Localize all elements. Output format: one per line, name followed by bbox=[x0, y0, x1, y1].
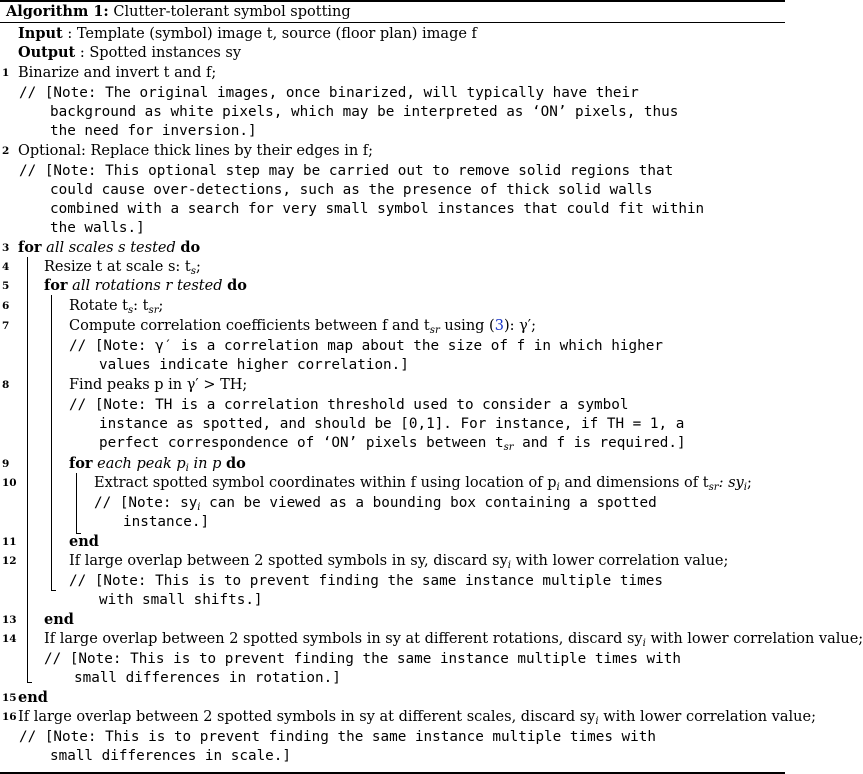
line-number: 4 bbox=[2, 261, 10, 273]
keyword-end: end bbox=[69, 533, 99, 550]
line-number: 6 bbox=[2, 300, 10, 312]
line-number: 15 bbox=[2, 692, 17, 704]
scope-hook bbox=[51, 590, 56, 591]
keyword-for: for bbox=[44, 277, 68, 294]
comment-marker: // bbox=[19, 729, 45, 745]
step-14-tail: with lower correlation value; bbox=[645, 631, 863, 647]
output-label: Output bbox=[18, 44, 76, 61]
step-4: Resize t at scale s: $t_s$; bbox=[44, 259, 201, 277]
subscript: sr bbox=[429, 325, 440, 336]
comment-marker: // bbox=[19, 85, 45, 101]
step-2: Optional: Replace thick lines by their edges in f; bbox=[18, 143, 374, 159]
subscript: sr bbox=[148, 305, 159, 316]
subscript: i bbox=[556, 482, 560, 493]
step-7-tail: ): γ′; bbox=[503, 318, 536, 334]
comment-10 bbox=[94, 494, 657, 512]
comment-12-cont: with small shifts.] bbox=[99, 592, 263, 608]
step-10: Extract spotted symbol coordinates within f using location of $p_i$ and dimensions of $t_{sr}$: $sy_i$; bbox=[94, 475, 752, 493]
loop-condition: each peak p bbox=[97, 456, 186, 472]
scope-bar bbox=[76, 473, 77, 533]
keyword-do: do bbox=[226, 455, 246, 472]
top-rule bbox=[0, 0, 785, 2]
step-10-text: Extract spotted symbol coordinates within f using location of p bbox=[94, 475, 557, 491]
step-10-tail: : sy bbox=[718, 475, 744, 491]
step-10-mid: and dimensions of t bbox=[559, 475, 709, 491]
step-12-tail: with lower correlation value; bbox=[511, 553, 729, 569]
title-rule bbox=[0, 22, 785, 23]
step-6-text: Rotate t bbox=[69, 298, 128, 314]
input-label: Input bbox=[18, 25, 63, 42]
comment-7 bbox=[69, 337, 663, 355]
subscript: sr bbox=[503, 442, 514, 453]
step-8: Find peaks p in γ′ > TH; bbox=[69, 377, 248, 393]
comment-marker: // bbox=[69, 338, 95, 354]
comment-text: can be viewed as a bounding box containing a spotted bbox=[200, 495, 657, 511]
loop-condition: all scales s tested bbox=[46, 240, 176, 256]
comment-text: [Note: This is to prevent finding the same instance multiple times with bbox=[44, 729, 656, 745]
step-7-using: using ( bbox=[439, 318, 495, 334]
subscript: i bbox=[197, 502, 201, 513]
subscript: s bbox=[127, 305, 134, 316]
comment-14-cont: small differences in rotation.] bbox=[74, 670, 341, 686]
bottom-rule bbox=[0, 772, 785, 774]
step-5 bbox=[44, 277, 247, 295]
loop-condition-tail: in p bbox=[188, 456, 222, 472]
comment-text: [Note: This is to prevent finding the same instance multiple times with bbox=[69, 651, 681, 667]
comment-marker: // bbox=[94, 495, 120, 511]
line-number: 16 bbox=[2, 711, 17, 723]
algorithm-name: Clutter-tolerant symbol spotting bbox=[113, 4, 351, 20]
input-text: : Template (symbol) image t, source (floor plan) image f bbox=[67, 26, 477, 42]
scope-bar bbox=[27, 257, 28, 682]
comment-12 bbox=[69, 572, 663, 590]
comment-marker: // bbox=[19, 163, 45, 179]
keyword-end: end bbox=[44, 611, 74, 628]
subscript: i bbox=[507, 560, 512, 571]
step-9 bbox=[69, 455, 246, 473]
step-16-text: If large overlap between 2 spotted symbols in sy at different scales, discard sy bbox=[18, 709, 596, 725]
comment-8-cont: instance as spotted, and should be [0,1]. For instance, if TH = 1, a bbox=[99, 416, 685, 432]
subscript: i bbox=[642, 638, 646, 649]
line-number: 13 bbox=[2, 614, 17, 626]
comment-16 bbox=[19, 728, 656, 746]
step-15 bbox=[18, 689, 48, 707]
comment-text: perfect correspondence of ‘ON’ pixels between t bbox=[99, 435, 504, 451]
subscript: i bbox=[185, 463, 189, 474]
line-number: 14 bbox=[2, 633, 17, 645]
step-11 bbox=[69, 533, 99, 551]
subscript: i bbox=[743, 482, 747, 493]
comment-2 bbox=[19, 162, 673, 180]
comment-2-cont: combined with a search for very small symbol instances that could fit within bbox=[50, 201, 705, 217]
input-line bbox=[18, 25, 477, 43]
comment-text: [Note: The original images, once binarized, will typically have their bbox=[44, 85, 639, 101]
step-12-text: If large overlap between 2 spotted symbols in sy, discard sy bbox=[69, 553, 508, 569]
comment-10-cont: instance.] bbox=[123, 514, 210, 530]
line-number: 8 bbox=[2, 379, 10, 391]
line-number: 5 bbox=[2, 280, 10, 292]
comment-marker: // bbox=[44, 651, 70, 667]
line-number: 7 bbox=[2, 320, 10, 332]
comment-marker: // bbox=[69, 573, 95, 589]
comment-text: [Note: This is to prevent finding the same instance multiple times bbox=[94, 573, 663, 589]
line-number: 11 bbox=[2, 536, 17, 548]
step-12 bbox=[69, 552, 728, 570]
algorithm-label: Algorithm 1: bbox=[6, 3, 109, 20]
comment-8 bbox=[69, 396, 629, 414]
subscript: sr bbox=[708, 482, 719, 493]
comment-2-cont: could cause over-detections, such as the presence of thick solid walls bbox=[50, 182, 653, 198]
line-number: 1 bbox=[2, 67, 10, 79]
line-number: 3 bbox=[2, 242, 10, 254]
step-3 bbox=[18, 239, 200, 257]
step-7 bbox=[69, 317, 536, 335]
step-14 bbox=[44, 630, 863, 648]
line-number: 10 bbox=[2, 477, 17, 489]
line-number: 9 bbox=[2, 458, 10, 470]
output-line bbox=[18, 44, 241, 62]
comment-8-cont bbox=[99, 434, 686, 452]
step-14-text: If large overlap between 2 spotted symbols in sy at different rotations, discard sy bbox=[44, 631, 643, 647]
comment-marker: // bbox=[69, 397, 95, 413]
comment-7-cont: values indicate higher correlation.] bbox=[99, 357, 409, 373]
comment-2-cont: the walls.] bbox=[50, 220, 145, 236]
step-6-mid: : t bbox=[133, 298, 149, 314]
step-16 bbox=[18, 708, 816, 726]
keyword-do: do bbox=[227, 277, 247, 294]
keyword-for: for bbox=[18, 239, 42, 256]
scope-hook bbox=[27, 682, 32, 683]
keyword-end: end bbox=[18, 689, 48, 706]
algorithm-title bbox=[6, 3, 351, 21]
comment-text: [Note: TH is a correlation threshold used to consider a symbol bbox=[94, 397, 629, 413]
step-1: Binarize and invert t and f; bbox=[18, 65, 217, 81]
scope-bar bbox=[51, 295, 52, 590]
step-6: Rotate $t_s$: $t_{sr}$; bbox=[69, 298, 164, 316]
comment-text: [Note: γ′ is a correlation map about the size of f in which higher bbox=[94, 338, 663, 354]
step-13 bbox=[44, 611, 74, 629]
loop-condition: all rotations r tested bbox=[72, 278, 223, 294]
comment-14 bbox=[44, 650, 681, 668]
equation-ref-link[interactable]: 3 bbox=[494, 318, 504, 334]
keyword-do: do bbox=[180, 239, 201, 256]
keyword-for: for bbox=[69, 455, 93, 472]
subscript: i bbox=[595, 716, 599, 727]
comment-1-cont: background as white pixels, which may be interpreted as ‘ON’ pixels, thus bbox=[50, 104, 679, 120]
comment-1-cont: the need for inversion.] bbox=[50, 123, 257, 139]
output-text: : Spotted instances sy bbox=[79, 45, 242, 61]
comment-1 bbox=[19, 84, 639, 102]
comment-text: [Note: sy bbox=[119, 495, 198, 511]
subscript: s bbox=[190, 266, 196, 277]
step-7-text: Compute correlation coefficients between f and t bbox=[69, 318, 430, 334]
line-number: 12 bbox=[2, 555, 17, 567]
step-16-tail: with lower correlation value; bbox=[598, 709, 816, 725]
comment-text: [Note: This optional step may be carried out to remove solid regions that bbox=[44, 163, 674, 179]
comment-16-cont: small differences in scale.] bbox=[50, 748, 292, 764]
step-4-text: Resize t at scale s: t bbox=[44, 259, 191, 275]
comment-text: and f is required.] bbox=[513, 435, 686, 451]
line-number: 2 bbox=[2, 145, 10, 157]
